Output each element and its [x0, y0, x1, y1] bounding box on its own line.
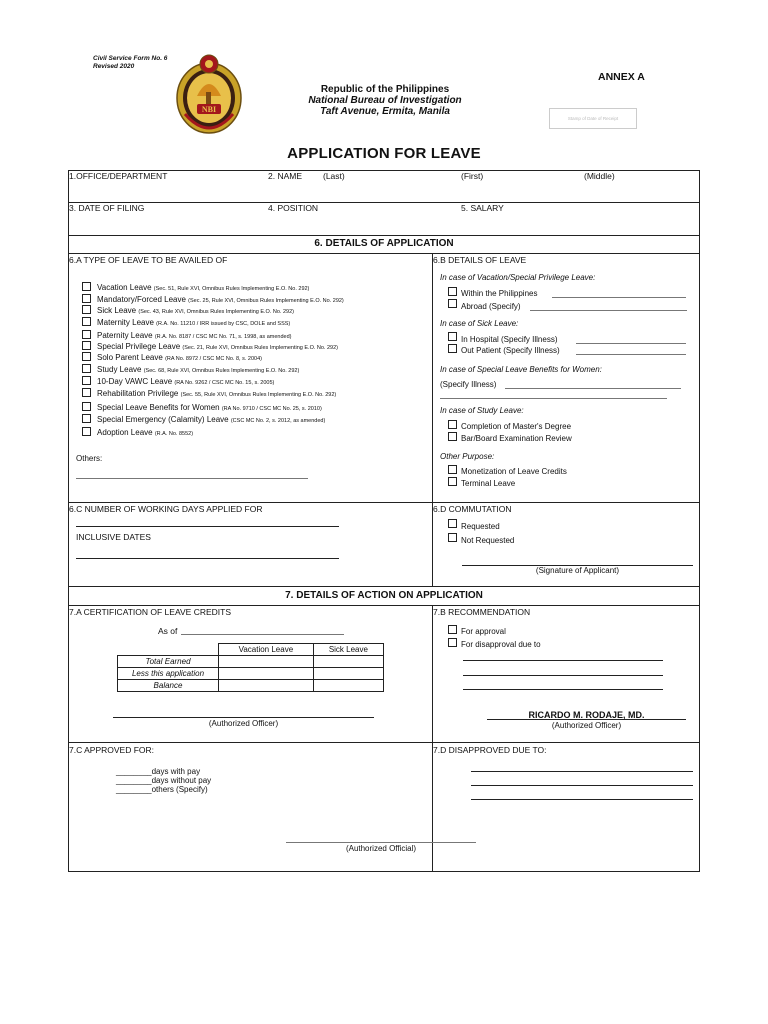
leave-type-item [97, 428, 193, 437]
divider [68, 202, 700, 203]
disapproved-line-3[interactable] [471, 799, 693, 800]
leave-type-reference: (Sec. 25, Rule XVI, Omnibus Rules Implementing E.O. No. 292) [188, 298, 344, 304]
for-disapproval-label: For disapproval due to [461, 640, 541, 649]
office-label: 1.OFFICE/DEPARTMENT [69, 171, 168, 181]
table-row [118, 656, 384, 668]
leave-type-checkbox[interactable] [82, 317, 91, 326]
in-hospital-checkbox[interactable] [448, 332, 457, 341]
6c-label: 6.C NUMBER OF WORKING DAYS APPLIED FOR [69, 504, 263, 514]
seal-text: NBI [201, 105, 217, 114]
specify-illness-line-2[interactable] [440, 398, 667, 399]
balance-vacation-cell[interactable] [219, 680, 314, 692]
leave-type-name: Study Leave [97, 365, 142, 374]
leave-type-checkbox[interactable] [82, 402, 91, 411]
within-ph-label: Within the Philippines [461, 289, 538, 298]
address-line: Taft Avenue, Ermita, Manila [320, 106, 450, 117]
leave-type-item [97, 318, 290, 327]
6b-label: 6.B DETAILS OF LEAVE [433, 255, 527, 265]
leave-type-item [97, 331, 291, 340]
middle-label: (Middle) [584, 171, 615, 181]
table-row [118, 680, 384, 692]
out-patient-checkbox[interactable] [448, 344, 457, 353]
less-vacation-cell[interactable] [219, 668, 314, 680]
6d-label: 6.D COMMUTATION [433, 504, 512, 514]
as-of-label: As of [158, 626, 178, 636]
disapproval-line-1[interactable] [463, 660, 663, 661]
requested-checkbox[interactable] [448, 519, 457, 528]
in-hospital-label: In Hospital (Specify Illness) [461, 335, 558, 344]
leave-type-name: Vacation Leave [97, 283, 152, 292]
table-row [118, 668, 384, 680]
nbi-seal-logo [175, 52, 243, 136]
authorized-official-label: (Authorized Official) [345, 844, 417, 853]
6a-label: 6.A TYPE OF LEAVE TO BE AVAILED OF [69, 255, 228, 265]
for-disapproval-checkbox[interactable] [448, 638, 457, 647]
authorized-officer-label: (Authorized Officer) [208, 719, 279, 728]
monetization-checkbox[interactable] [448, 465, 457, 474]
leave-type-reference: (RA No. 9710 / CSC MC No. 25, s. 2010) [221, 406, 322, 412]
col-vacation: Vacation Leave [219, 644, 314, 656]
out-patient-label: Out Patient (Specify Illness) [461, 346, 560, 355]
7d-label: 7.D DISAPPROVED DUE TO: [433, 745, 547, 755]
leave-type-name: Special Privilege Leave [97, 342, 181, 351]
leave-type-item [97, 295, 344, 304]
leave-credits-table [117, 643, 384, 692]
leave-type-name: 10-Day VAWC Leave [97, 377, 173, 386]
total-vacation-cell[interactable] [219, 656, 314, 668]
leave-type-reference: (Sec. 55, Rule XVI, Omnibus Rules Implementing E.O. No. 292) [180, 392, 337, 398]
divider [68, 253, 700, 254]
row-total-label: Total Earned [118, 656, 219, 668]
leave-type-reference: (Sec. 21, Rule XVI, Omnibus Rules Implementing E.O. No. 292) [182, 345, 339, 351]
divider [68, 742, 700, 743]
row-less-label: Less this application [118, 668, 219, 680]
disapproval-line-2[interactable] [463, 675, 663, 676]
in-hospital-line[interactable] [576, 343, 686, 344]
disapproved-line-2[interactable] [471, 785, 693, 786]
column-divider [432, 253, 433, 587]
study-case-label: In case of Study Leave: [440, 406, 524, 415]
name-label: 2. NAME [268, 171, 303, 181]
leave-type-checkbox[interactable] [82, 282, 91, 291]
col-sick: Sick Leave [313, 644, 383, 656]
7a-label: 7.A CERTIFICATION OF LEAVE CREDITS [69, 607, 232, 617]
column-divider [432, 605, 433, 872]
days-with-pay[interactable]: ________days with pay [116, 767, 201, 776]
leave-type-checkbox[interactable] [82, 388, 91, 397]
7c-label: 7.C APPROVED FOR: [69, 745, 155, 755]
section-7-title: 7. DETAILS OF ACTION ON APPLICATION [285, 590, 483, 601]
leave-type-item [97, 365, 299, 374]
masters-label: Completion of Master's Degree [461, 422, 572, 431]
leave-type-reference: (RA No. 9262 / CSC MC No. 15, s. 2005) [174, 380, 275, 386]
form-title: APPLICATION FOR LEAVE [287, 145, 481, 162]
others-specify[interactable]: ________others (Specify) [116, 785, 208, 794]
sick-case-label: In case of Sick Leave: [440, 319, 519, 328]
divider [68, 586, 700, 587]
days-without-pay[interactable]: ________days without pay [116, 776, 212, 785]
leave-type-checkbox[interactable] [82, 305, 91, 314]
republic-line: Republic of the Philippines [320, 84, 450, 95]
terminal-label: Terminal Leave [461, 479, 516, 488]
leave-type-checkbox[interactable] [82, 352, 91, 361]
table-corner [118, 644, 219, 656]
leave-type-item [97, 306, 294, 315]
leave-type-name: Rehabilitation Privilege [97, 389, 179, 398]
abroad-line[interactable] [530, 310, 687, 311]
total-sick-cell[interactable] [313, 656, 383, 668]
vacation-case-label: In case of Vacation/Special Privilege Leave: [440, 273, 596, 282]
leave-type-reference: (Sec. 68, Rule XVI, Omnibus Rules Implementing E.O. No. 292) [143, 368, 300, 374]
inclusive-dates-label: INCLUSIVE DATES [76, 532, 151, 542]
authorized-officer-b-label: (Authorized Officer) [551, 721, 622, 730]
leave-type-checkbox[interactable] [82, 294, 91, 303]
applicant-signature-label: (Signature of Applicant) [535, 566, 620, 575]
monetization-label: Monetization of Leave Credits [461, 467, 567, 476]
leave-type-checkbox[interactable] [82, 364, 91, 373]
leave-type-item [97, 283, 309, 292]
form-number: Civil Service Form No. 6 Revised 2020 [93, 55, 168, 70]
leave-type-reference: (RA No. 8972 / CSC MC No. 8, s. 2004) [165, 356, 262, 362]
not-requested-checkbox[interactable] [448, 533, 457, 542]
not-requested-label: Not Requested [461, 536, 515, 545]
leave-type-checkbox[interactable] [82, 376, 91, 385]
leave-type-name: Solo Parent Leave [97, 353, 163, 362]
leave-type-item [97, 377, 274, 386]
leave-type-name: Paternity Leave [97, 331, 153, 340]
leave-type-checkbox[interactable] [82, 341, 91, 350]
leave-type-reference: (Sec. 51, Rule XVI, Omnibus Rules Implementing E.O. No. 292) [153, 286, 310, 292]
women-case-label: In case of Special Leave Benefits for Women: [440, 365, 602, 374]
requested-label: Requested [461, 522, 500, 531]
leave-type-name: Special Emergency (Calamity) Leave [97, 415, 229, 424]
working-days-line[interactable] [76, 526, 339, 527]
other-purpose-label: Other Purpose: [440, 452, 495, 461]
leave-type-reference: (R.A. No. 8552) [154, 431, 194, 437]
7b-label: 7.B RECOMMENDATION [433, 607, 531, 617]
date-receipt-stamp: Stamp of Date of Receipt [549, 108, 637, 129]
agency-header [240, 84, 530, 117]
recommending-officer-name: RICARDO M. RODAJE, MD. [528, 710, 645, 720]
leave-type-item [97, 415, 325, 424]
leave-type-item [97, 403, 322, 412]
leave-type-item [97, 389, 336, 398]
position-label: 4. POSITION [268, 203, 319, 213]
official-signature-line[interactable] [286, 842, 476, 843]
specify-illness-line[interactable] [505, 388, 681, 389]
disapproval-line-3[interactable] [463, 689, 663, 690]
divider [68, 502, 700, 503]
others-label: Others: [76, 454, 103, 463]
specify-illness-label: (Specify Illness) [440, 380, 497, 389]
masters-checkbox[interactable] [448, 420, 457, 429]
others-line[interactable] [76, 478, 308, 479]
inclusive-dates-line[interactable] [76, 558, 339, 559]
leave-type-checkbox[interactable] [82, 330, 91, 339]
terminal-checkbox[interactable] [448, 477, 457, 486]
leave-type-name: Mandatory/Forced Leave [97, 295, 186, 304]
abroad-checkbox[interactable] [448, 299, 457, 308]
last-label: (Last) [323, 171, 345, 181]
abroad-label: Abroad (Specify) [461, 302, 521, 311]
within-ph-checkbox[interactable] [448, 287, 457, 296]
leave-type-name: Maternity Leave [97, 318, 154, 327]
out-patient-line[interactable] [576, 354, 686, 355]
leave-type-name: Sick Leave [97, 306, 137, 315]
salary-label: 5. SALARY [461, 203, 504, 213]
recommending-officer-line[interactable] [487, 719, 686, 720]
bureau-line: National Bureau of Investigation [308, 95, 462, 106]
balance-sick-cell[interactable] [313, 680, 383, 692]
leave-type-checkbox[interactable] [82, 414, 91, 423]
divider [68, 605, 700, 606]
officer-signature-line[interactable] [113, 717, 374, 718]
bar-board-label: Bar/Board Examination Review [461, 434, 572, 443]
leave-type-reference: (Sec. 43, Rule XVI, Omnibus Rules Implementing E.O. No. 292) [138, 309, 294, 315]
leave-type-item [97, 353, 262, 362]
leave-type-item [97, 342, 338, 351]
annex-label: ANNEX A [598, 71, 645, 83]
as-of-line[interactable] [181, 634, 344, 635]
disapproved-line-1[interactable] [471, 771, 693, 772]
within-ph-line[interactable] [552, 297, 686, 298]
leave-type-reference: (R.A. No. 11210 / IRR issued by CSC, DOLE and SSS) [156, 321, 291, 327]
bar-board-checkbox[interactable] [448, 432, 457, 441]
for-approval-label: For approval [461, 627, 506, 636]
section-6-title: 6. DETAILS OF APPLICATION [314, 238, 454, 249]
date-filing-label: 3. DATE OF FILING [69, 203, 145, 213]
divider [68, 235, 700, 236]
leave-type-checkbox[interactable] [82, 427, 91, 436]
first-label: (First) [461, 171, 484, 181]
leave-type-name: Adoption Leave [97, 428, 153, 437]
row-balance-label: Balance [118, 680, 219, 692]
leave-type-reference: (R.A. No. 8187 / CSC MC No. 71, s. 1998, as amended) [154, 334, 292, 340]
leave-type-name: Special Leave Benefits for Women [97, 403, 220, 412]
leave-type-reference: (CSC MC No. 2, s. 2012, as amended) [230, 418, 326, 424]
less-sick-cell[interactable] [313, 668, 383, 680]
for-approval-checkbox[interactable] [448, 625, 457, 634]
